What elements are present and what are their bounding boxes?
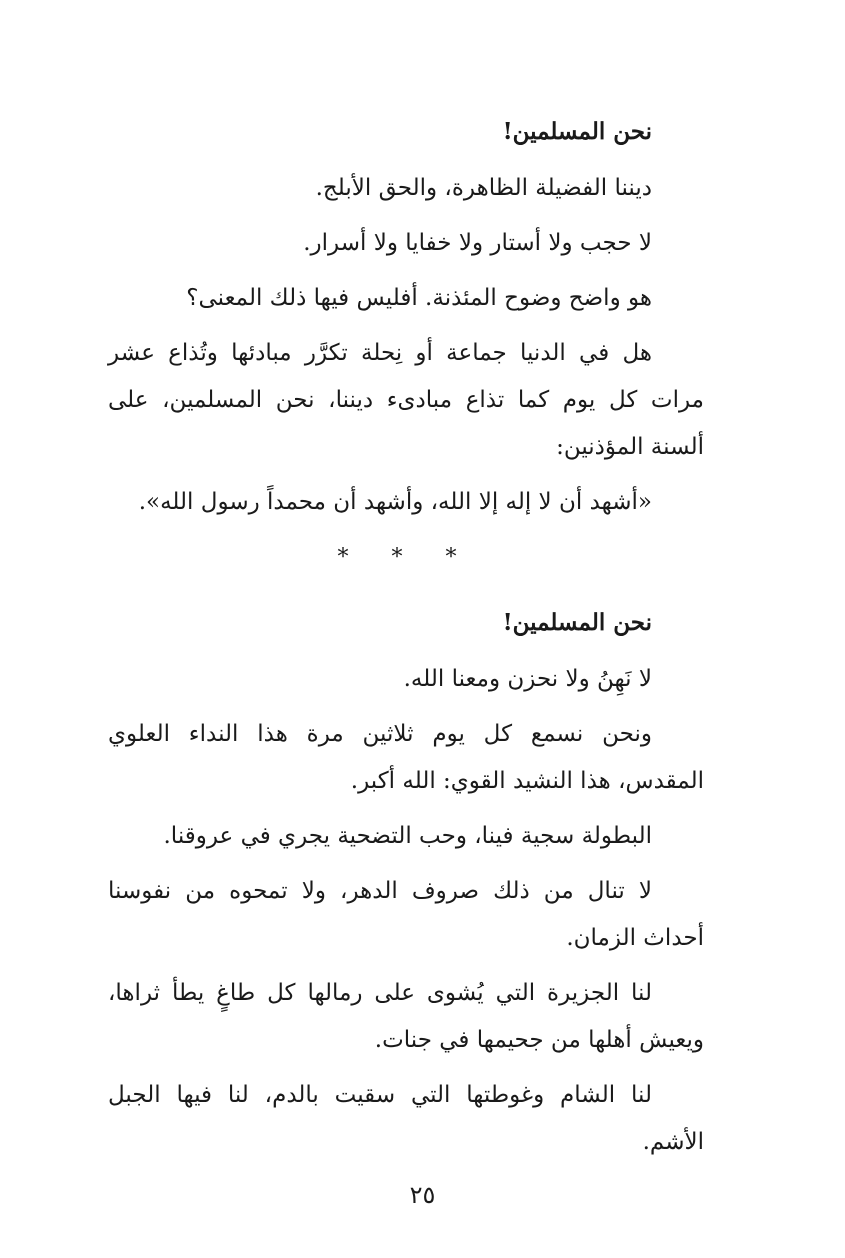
section-heading: نحن المسلمين! <box>502 118 652 145</box>
paragraph: لنا الشام وغوطتها التي سقيت بالدم، لنا فيها الجبل الأشم. <box>108 1082 704 1155</box>
page-number: ٢٥ <box>409 1181 436 1209</box>
shahada-quote: «أشهد أن لا إله إلا الله، وأشهد أن محمداً رسول الله». <box>138 489 652 515</box>
section-2 <box>108 599 704 1166</box>
paragraph: لنا الجزيرة التي يُشوى على رمالها كل طاغٍ يطأ ثراها، ويعيش أهلها من جحيمها في جنات. <box>108 980 704 1053</box>
page-body <box>108 108 704 1166</box>
paragraph: لا نَهِنُ ولا نحزن ومعنا الله. <box>403 666 652 692</box>
paragraph: هل في الدنيا جماعة أو نِحلة تكرَّر مبادئها وتُذاع عشر مرات كل يوم كما تذاع مبادىء ديننا، نحن المسلمين، على ألسنة المؤذنين: <box>108 340 704 460</box>
section-heading: نحن المسلمين! <box>502 609 652 636</box>
paragraph: ديننا الفضيلة الظاهرة، والحق الأبلج. <box>315 175 652 201</box>
paragraph: هو واضح وضوح المئذنة. أفليس فيها ذلك المعنى؟ <box>186 285 652 311</box>
paragraph: لا حجب ولا أستار ولا خفايا ولا أسرار. <box>303 230 652 256</box>
paragraph: البطولة سجية فينا، وحب التضحية يجري في عروقنا. <box>163 823 652 849</box>
section-1 <box>108 108 704 526</box>
section-separator: * * * <box>337 545 475 570</box>
paragraph: ونحن نسمع كل يوم ثلاثين مرة هذا النداء العلوي المقدس، هذا النشيد القوي: الله أكبر. <box>108 721 704 794</box>
paragraph: لا تنال من ذلك صروف الدهر، ولا تمحوه من نفوسنا أحداث الزمان. <box>108 878 704 951</box>
